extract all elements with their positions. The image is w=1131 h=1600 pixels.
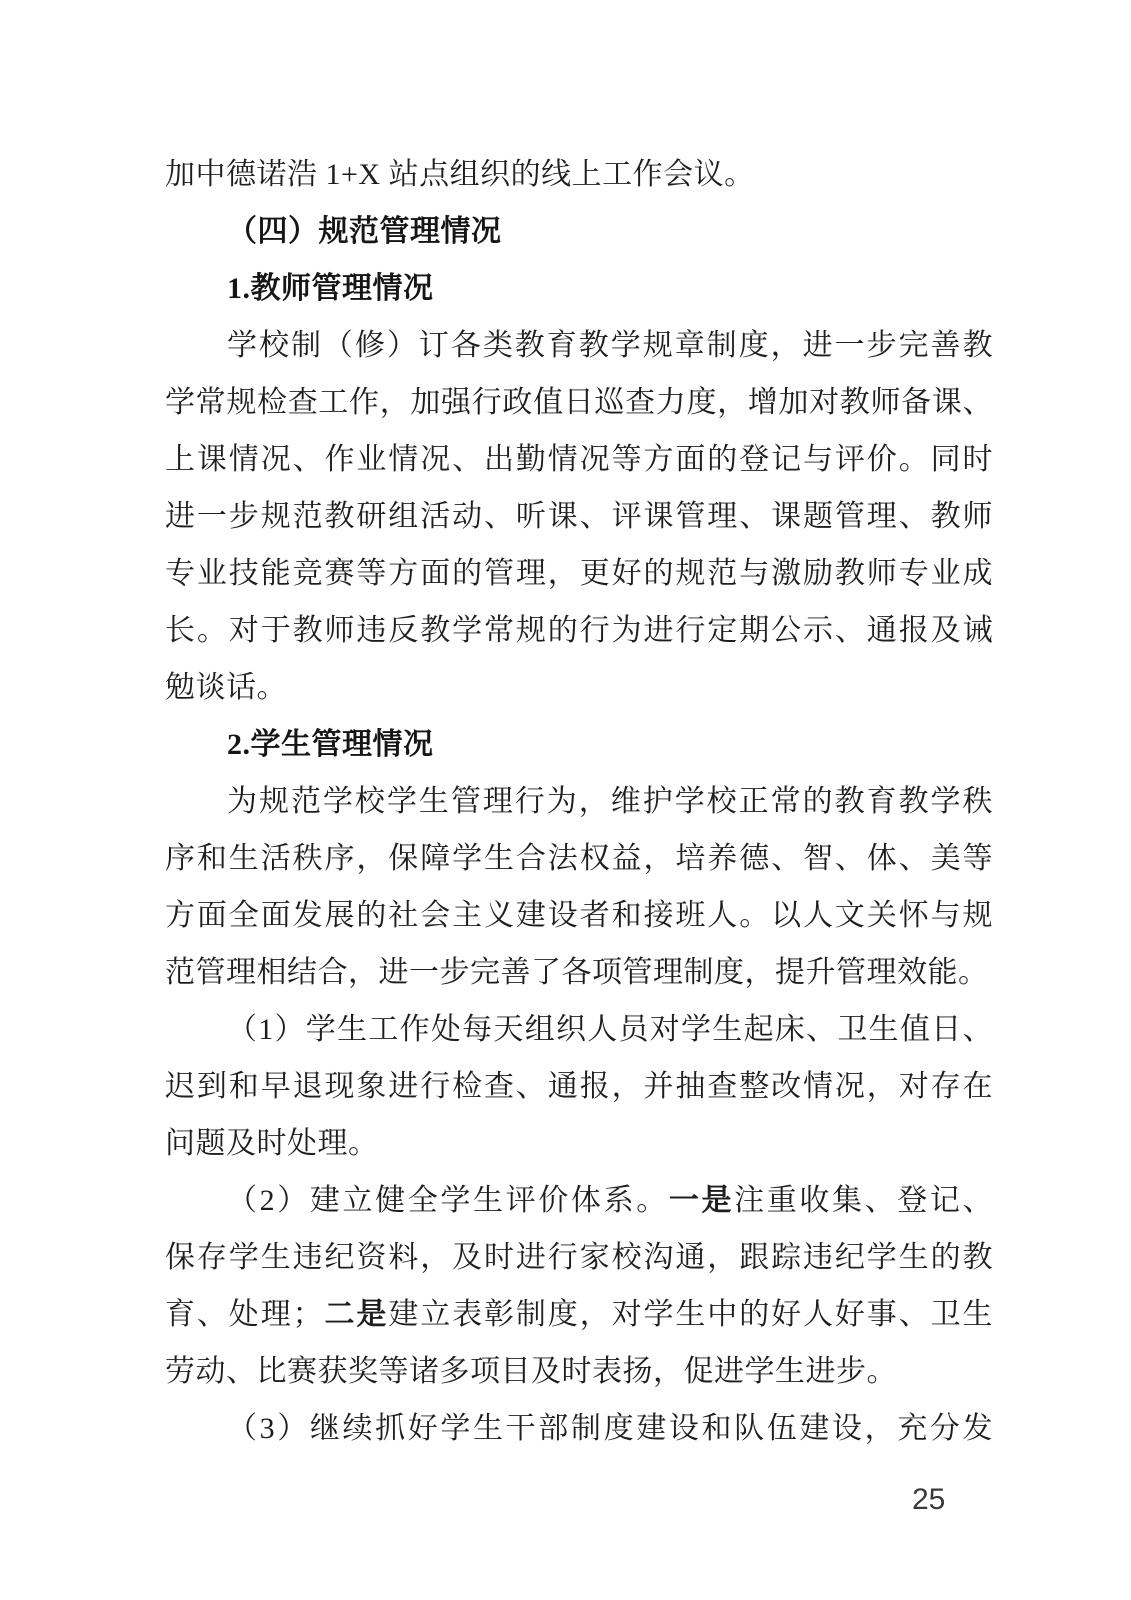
text-span: 为规范学校学生管理行为，维护学校正常的教育教学秩 <box>227 785 993 818</box>
text-line <box>165 1058 993 1115</box>
document-body <box>165 146 993 1457</box>
text-span: （四）规范管理情况 <box>227 215 502 248</box>
text-span: 方面全面发展的社会主义建设者和接班人。以人文关怀与规 <box>165 899 993 932</box>
text-line <box>165 1229 993 1286</box>
text-line <box>165 488 993 545</box>
text-line <box>165 1172 993 1229</box>
text-span: 进一步规范教研组活动、听课、评课管理、课题管理、教师 <box>165 500 993 533</box>
section-heading <box>165 260 993 317</box>
text-line <box>165 1115 993 1172</box>
section-heading <box>165 716 993 773</box>
text-span: 2.学生管理情况 <box>227 728 434 761</box>
text-span: 上课情况、作业情况、出勤情况等方面的登记与评价。同时 <box>165 443 993 476</box>
text-span: 保存学生违纪资料，及时进行家校沟通，跟踪违纪学生的教 <box>165 1241 993 1274</box>
text-span: 勉谈话。 <box>165 671 287 704</box>
text-span: （3）继续抓好学生干部制度建设和队伍建设，充分发 <box>227 1412 993 1445</box>
text-span: 学校制（修）订各类教育教学规章制度，进一步完善教 <box>227 329 993 362</box>
text-line <box>165 659 993 716</box>
text-line <box>165 830 993 887</box>
text-line <box>165 602 993 659</box>
text-span: 长。对于教师违反教学常规的行为进行定期公示、通报及诫 <box>165 614 993 647</box>
text-line <box>165 146 993 203</box>
text-line <box>165 431 993 488</box>
text-line <box>165 887 993 944</box>
text-span: 迟到和早退现象进行检查、通报，并抽查整改情况，对存在 <box>165 1070 993 1103</box>
page-number: 25 <box>912 1483 946 1516</box>
text-span: 育、处理； <box>165 1298 324 1331</box>
text-span: 劳动、比赛获奖等诸多项目及时表扬，促进学生进步。 <box>165 1355 897 1388</box>
text-line <box>165 773 993 830</box>
section-heading <box>165 203 993 260</box>
text-line <box>165 1001 993 1058</box>
text-line <box>165 317 993 374</box>
text-line <box>165 1400 993 1457</box>
text-line <box>165 1343 993 1400</box>
text-span: 学常规检查工作，加强行政值日巡查力度，增加对教师备课、 <box>165 386 993 419</box>
text-span: 序和生活秩序，保障学生合法权益，培养德、智、体、美等 <box>165 842 993 875</box>
text-line <box>165 944 993 1001</box>
text-span: 建立表彰制度，对学生中的好人好事、卫生 <box>388 1298 994 1331</box>
emphasis-text: 二是 <box>323 1298 389 1331</box>
text-span: 加中德诺浩 1+X 站点组织的线上工作会议。 <box>165 158 755 191</box>
emphasis-text: 一是 <box>668 1184 735 1217</box>
text-span: 范管理相结合，进一步完善了各项管理制度，提升管理效能。 <box>165 956 989 989</box>
text-span: （2）建立健全学生评价体系。 <box>227 1184 669 1217</box>
text-line <box>165 1286 993 1343</box>
text-line <box>165 374 993 431</box>
text-span: 专业技能竞赛等方面的管理，更好的规范与激励教师专业成 <box>165 557 993 590</box>
text-span: 1.教师管理情况 <box>227 272 434 305</box>
text-span: 问题及时处理。 <box>165 1127 379 1160</box>
text-line <box>165 545 993 602</box>
text-span: （1）学生工作处每天组织人员对学生起床、卫生值日、 <box>227 1013 993 1046</box>
text-span: 注重收集、登记、 <box>734 1184 994 1217</box>
